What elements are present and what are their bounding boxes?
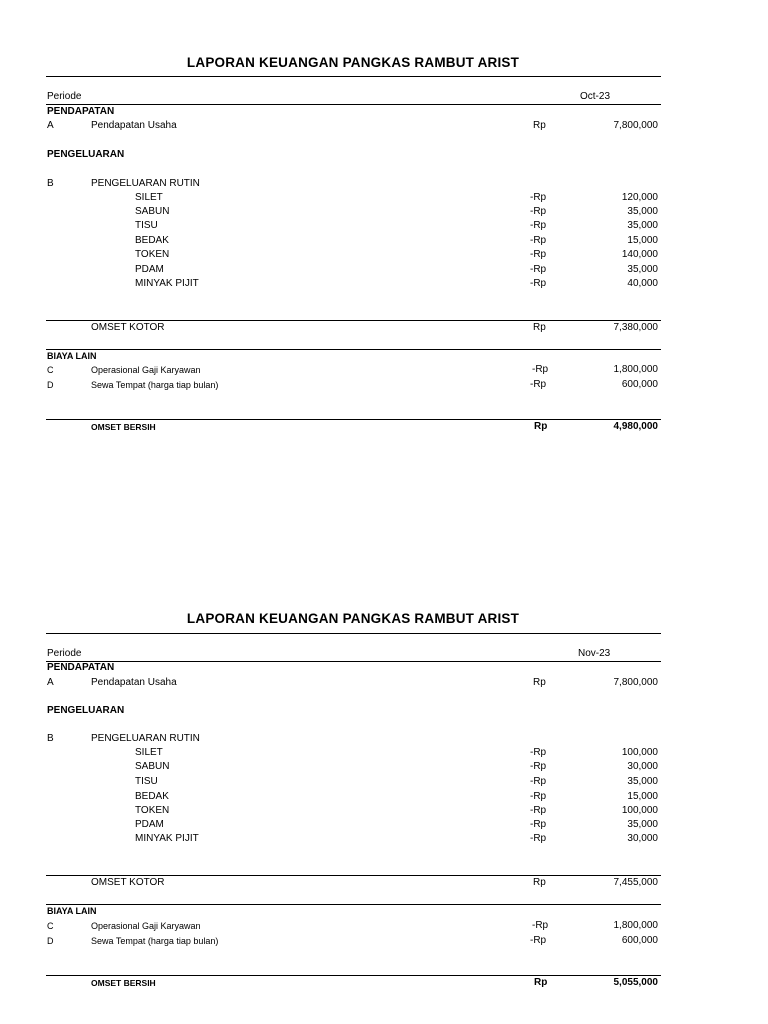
rutin-code: B: [47, 178, 54, 189]
expense-currency: -Rp: [530, 805, 547, 816]
divider: [46, 104, 661, 105]
expense-label: BEDAK: [135, 791, 169, 802]
pendapatan-code: A: [47, 120, 54, 131]
rutin-label: PENGELUARAN RUTIN: [91, 733, 200, 744]
expense-label: SABUN: [135, 206, 170, 217]
expense-label: MINYAK PIJIT: [135, 278, 199, 289]
biaya-code: D: [47, 380, 54, 390]
expense-amount: 35,000: [627, 220, 658, 231]
biaya-code: C: [47, 365, 54, 375]
pendapatan-heading: PENDAPATAN: [47, 662, 115, 673]
biaya-label: Operasional Gaji Karyawan: [91, 365, 201, 375]
expense-currency: -Rp: [530, 819, 547, 830]
expense-currency: -Rp: [530, 235, 547, 246]
expense-currency: -Rp: [530, 192, 547, 203]
rutin-code: B: [47, 733, 54, 744]
expense-label: SILET: [135, 747, 163, 758]
report-title: LAPORAN KEUANGAN PANGKAS RAMBUT ARIST: [186, 55, 520, 70]
expense-amount: 35,000: [627, 206, 658, 217]
biaya-currency: -Rp: [532, 364, 549, 375]
divider: [46, 349, 661, 350]
divider: [46, 875, 661, 876]
expense-currency: -Rp: [530, 220, 547, 231]
omset-kotor-amount: 7,455,000: [613, 877, 658, 888]
omset-bersih-currency: Rp: [534, 421, 548, 432]
omset-kotor-label: OMSET KOTOR: [91, 877, 165, 888]
expense-amount: 40,000: [627, 278, 658, 289]
expense-amount: 140,000: [621, 249, 658, 260]
biaya-code: C: [47, 921, 54, 931]
biaya-amount: 600,000: [621, 935, 658, 946]
expense-label: MINYAK PIJIT: [135, 833, 199, 844]
periode-value: Nov-23: [578, 648, 611, 659]
pendapatan-currency: Rp: [533, 120, 546, 131]
expense-label: SABUN: [135, 761, 170, 772]
omset-bersih-currency: Rp: [534, 977, 548, 988]
pendapatan-amount: 7,800,000: [613, 677, 658, 688]
periode-label: Periode: [47, 91, 82, 102]
expense-currency: -Rp: [530, 206, 547, 217]
divider: [46, 76, 661, 77]
biaya-amount: 1,800,000: [613, 364, 658, 375]
pendapatan-amount: 7,800,000: [613, 120, 658, 131]
expense-label: TISU: [135, 776, 158, 787]
pendapatan-code: A: [47, 677, 54, 688]
biaya-currency: -Rp: [530, 935, 547, 946]
biaya-amount: 600,000: [621, 379, 658, 390]
expense-currency: -Rp: [530, 747, 547, 758]
omset-kotor-amount: 7,380,000: [613, 322, 658, 333]
omset-bersih-amount: 5,055,000: [613, 977, 658, 988]
expense-label: TOKEN: [135, 249, 170, 260]
expense-amount: 30,000: [627, 833, 658, 844]
biaya-label: Operasional Gaji Karyawan: [91, 921, 201, 931]
periode-label: Periode: [47, 648, 82, 659]
pendapatan-heading: PENDAPATAN: [47, 106, 115, 117]
omset-bersih-label: OMSET BERSIH: [91, 422, 156, 432]
expense-label: PDAM: [135, 819, 164, 830]
expense-amount: 100,000: [621, 805, 658, 816]
expense-currency: -Rp: [530, 264, 547, 275]
expense-amount: 35,000: [627, 776, 658, 787]
divider: [46, 419, 661, 420]
omset-kotor-label: OMSET KOTOR: [91, 322, 165, 333]
omset-bersih-label: OMSET BERSIH: [91, 978, 156, 988]
periode-value: Oct-23: [580, 91, 611, 102]
expense-currency: -Rp: [530, 278, 547, 289]
expense-currency: -Rp: [530, 761, 547, 772]
omset-bersih-amount: 4,980,000: [613, 421, 658, 432]
expense-label: PDAM: [135, 264, 164, 275]
divider: [46, 975, 661, 976]
omset-kotor-currency: Rp: [533, 322, 546, 333]
pengeluaran-heading: PENGELUARAN: [47, 149, 125, 160]
expense-label: TISU: [135, 220, 158, 231]
biaya-currency: -Rp: [532, 920, 549, 931]
expense-amount: 15,000: [627, 791, 658, 802]
expense-amount: 100,000: [621, 747, 658, 758]
rutin-label: PENGELUARAN RUTIN: [91, 178, 200, 189]
expense-label: TOKEN: [135, 805, 170, 816]
divider: [46, 320, 661, 321]
expense-currency: -Rp: [530, 833, 547, 844]
expense-label: SILET: [135, 192, 163, 203]
expense-amount: 35,000: [627, 819, 658, 830]
divider: [46, 661, 661, 662]
biaya-amount: 1,800,000: [613, 920, 658, 931]
expense-amount: 30,000: [627, 761, 658, 772]
expense-currency: -Rp: [530, 776, 547, 787]
biaya-label: Sewa Tempat (harga tiap bulan): [91, 380, 219, 390]
biaya-code: D: [47, 936, 54, 946]
pengeluaran-heading: PENGELUARAN: [47, 705, 125, 716]
expense-amount: 15,000: [627, 235, 658, 246]
pendapatan-label: Pendapatan Usaha: [91, 120, 177, 131]
biaya-heading: BIAYA LAIN: [47, 906, 97, 916]
report-title: LAPORAN KEUANGAN PANGKAS RAMBUT ARIST: [186, 611, 520, 626]
divider: [46, 633, 661, 634]
biaya-currency: -Rp: [530, 379, 547, 390]
biaya-heading: BIAYA LAIN: [47, 351, 97, 361]
expense-amount: 120,000: [621, 192, 658, 203]
expense-currency: -Rp: [530, 249, 547, 260]
divider: [46, 904, 661, 905]
pendapatan-currency: Rp: [533, 677, 546, 688]
biaya-label: Sewa Tempat (harga tiap bulan): [91, 936, 219, 946]
omset-kotor-currency: Rp: [533, 877, 546, 888]
expense-amount: 35,000: [627, 264, 658, 275]
expense-currency: -Rp: [530, 791, 547, 802]
pendapatan-label: Pendapatan Usaha: [91, 677, 177, 688]
expense-label: BEDAK: [135, 235, 169, 246]
